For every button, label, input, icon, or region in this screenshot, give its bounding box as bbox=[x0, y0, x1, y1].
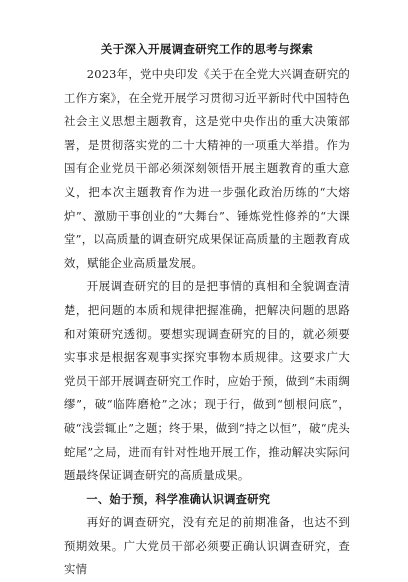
purpose-paragraph: 开展调查研究的目的是把事情的真相和全貌调查清楚，把问题的本质和规律把握准确，把解决问题的思路和对策研究透彻。要想实现调查研究的目的，就必须要实事求是根据客观事实探究事物本质规律。这要求广大党员干部开展调查研究工作时，应始于预，做到“未雨绸缪”，破“临阵磨枪”之冰；现于行，做到“刨根问底”，破“浅尝辄止”之题；终于果，做到“持之以恒”，破“虎头蛇尾”之局，进而有针对性地开展工作，推动解决实际问题最终保证调查研究的高质量成果。 bbox=[64, 279, 350, 483]
section-1-paragraph: 再好的调查研究，没有充足的前期准备，也达不到预期效果。广大党员干部必须要正确认识调查研究，查实情 bbox=[64, 515, 350, 577]
section-heading-1: 一、始于预，科学准确认识调查研究 bbox=[86, 492, 271, 506]
document-page bbox=[64, 40, 350, 582]
intro-paragraph: 2023年，党中央印发《关于在全党大兴调查研究的工作方案》，在全党开展学习贯彻习近平新时代中国特色社会主义思想主题教育，这是党中央作出的重大决策部署，是贯彻落实党的二十大精神的一项重大举措。作为国有企业党员干部必须深刻领悟开展主题教育的重大意义，把本次主题教育作为进一步强化政治历练的“大熔炉”、激励干事创业的“大舞台”、锤炼党性修养的“大课堂”，以高质量的调查研究成果保证高质量的主题教育成效，赋能企业高质量发展。 bbox=[64, 67, 350, 270]
document-title: 关于深入开展调查研究工作的思考与探索 bbox=[100, 42, 314, 56]
